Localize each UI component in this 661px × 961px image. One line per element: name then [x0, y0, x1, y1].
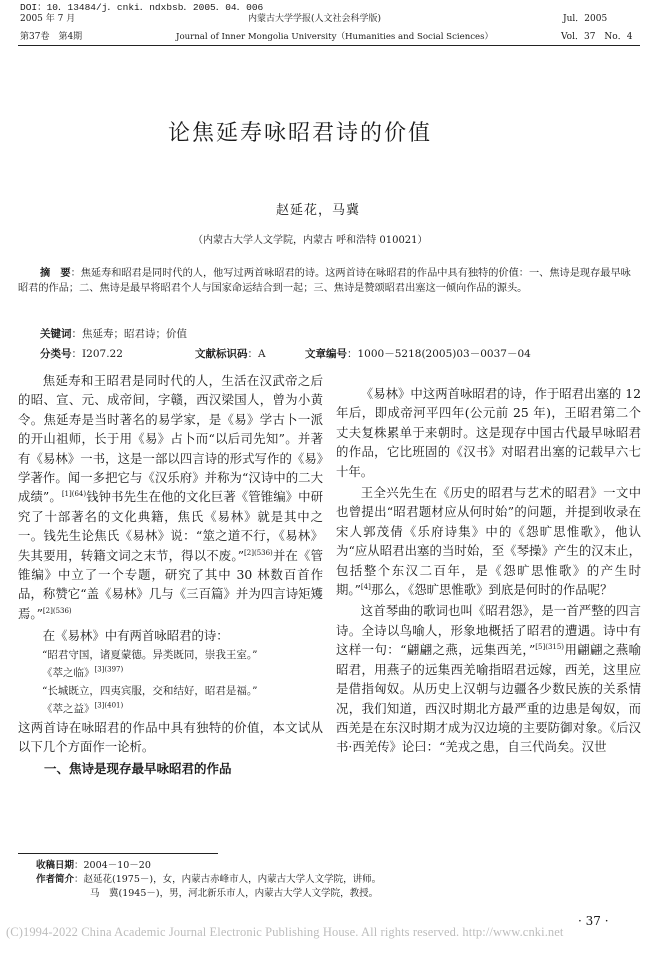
citation-ref: [1](64): [61, 490, 87, 499]
right-paragraph-3: 这首琴曲的歌词也叫《昭君怨》，是一首严整的四言诗。全诗以鸟喻人，形象地概括了昭君的遭遇。诗中有这样一句：“翩翩之燕，远集西羌，”$^{[5](315)}$用翩翩之燕喻昭君，用燕子的远集西羌喻指昭君远嫁，西羌，这里应是借指匈奴。从历史上汉朝与边疆各少数民族的关系情况，我们知道，西汉时期北方最严重的边患是匈奴，而西羌是在东汉时期才成为汉边境的主要防御对象。《后汉书·西羌传》论曰：“羌戎之患，自三代尚矣。汉世: [336, 603, 642, 755]
issue-date: 2005 年 7 月: [20, 14, 76, 24]
art-label: 文章编号: [305, 348, 347, 360]
citation-ref: [3](397): [94, 665, 124, 674]
bio-line-1: ：赵延花(1975－)，女，内蒙古赤峰市人，内蒙古大学人文学院，讲师。: [74, 874, 382, 885]
journal-name-en: Journal of Inner Mongolia University（Humanities and Social Sciences）: [176, 32, 494, 42]
doc-code: [195, 346, 266, 361]
keywords-label: 关键词: [40, 328, 72, 340]
quote-1-source: 《萃之临》: [42, 666, 95, 679]
class-number: [40, 346, 123, 361]
citation-ref: [3](401): [94, 701, 124, 710]
volume-en: Vol．37 No．4: [561, 32, 633, 42]
month-en: Jul．2005: [563, 14, 608, 24]
article-title: 论焦延寿咏昭君诗的价值: [168, 121, 433, 146]
right-paragraph-2: 王全兴先生在《历史的昭君与艺术的昭君》一文中也曾提出“昭君题材应从何时始”的问题，并提到收录在宋人郭茂倩《乐府诗集》中的《怨旷思惟歌》，他认为“应从昭君出塞的当时始，至《琴操》产生的汉末止，包括整个东汉二百年，是《怨旷思惟歌》的产生时期。”[4]那么，《怨旷思惟歌》到底是何时的作品呢？: [336, 485, 641, 598]
left-paragraph-2: 在《易林》中有两首咏昭君的诗：: [42, 628, 229, 644]
left-paragraph-1: 焦延寿和王昭君是同时代的人，生活在汉武帝之后的昭、宣、元、成帝间，字赣，西汉梁国人，曾为小黄令。焦延寿是当时著名的易学家，是《易》学古卜一派的开山祖师，长于用《易》占卜而“以后司先知”。并著有《易林》一书，这是一部以四言诗的形式写作的《易》学著作。闻一多把它与《汉乐府》并称为“汉诗中的二大成绩”。$^{[1](64)}$钱钟书先生在他的文化巨著《管锥编》中研究了十部著名的文化典籍，焦氏《易林》就是其中之一。钱先生论焦氏《易林》说：“筮之道不行，《易林》失其要用，转籍文词之末节，得以不废。”$^{[2](536)}$并在《管锥编》中立了一个专题，研究了其中 30 林数百首作品，称赞它“盖《易林》几与《三百篇》并为四言诗矩矱焉。”$^{[2](536)}$: [18, 373, 324, 621]
doc-label: 文献标识码: [195, 348, 248, 360]
footnote-rule: [18, 853, 218, 854]
keywords: [40, 326, 187, 341]
volume-cn: 第37卷 第4期: [20, 32, 83, 42]
copyright-watermark: (C)1994-2022 China Academic Journal Electronic Publishing House. All rights reserved. http://www.cnki.net: [6, 925, 564, 939]
citation-ref: [4]: [360, 582, 371, 591]
header-rule: [18, 45, 640, 46]
abstract-label: 摘 要: [40, 267, 71, 279]
received-date: [36, 859, 151, 873]
bio-line-2: 马 冀(1945－)，男，河北新乐市人，内蒙古大学人文学院，教授。: [90, 888, 379, 899]
doc-value: ：A: [247, 348, 266, 360]
doi-line: DOI：10．13484/j．cnki．ndxbsb．2005．04．006: [20, 2, 264, 13]
received-value: ：2004－10－20: [74, 860, 151, 871]
citation-ref: [2](536): [244, 548, 273, 557]
journal-name-cn: 内蒙古大学学报(人文社会科学版): [248, 14, 382, 24]
right-column: [336, 384, 641, 757]
quote-2: [18, 682, 323, 718]
author-affiliation: （内蒙古大学人文学院，内蒙古 呼和浩特 010021）: [193, 235, 428, 246]
left-paragraph-3: 这两首诗在咏昭君的作品中具有独特的价值，本文试从以下几个方面作一论析。: [18, 719, 323, 755]
section-heading-1: 一、焦诗是现存最早咏昭君的作品: [44, 760, 232, 776]
article-number: [305, 346, 531, 361]
citation-ref: [2](536): [42, 606, 72, 615]
abstract-text: ：焦延寿和昭君是同时代的人，他写过两首咏昭君的诗。这两首诗在咏昭君的作品中具有独特的价值：一、焦诗是现存最早咏昭君的作品；二、焦诗是最早将昭君个人与国家命运结合到一起；三、焦诗是赞颂昭君出塞这一倾向作品的源头。: [18, 268, 631, 294]
abstract: [18, 266, 641, 296]
citation-ref: [5](315): [535, 643, 565, 652]
class-label: 分类号: [40, 348, 72, 360]
quote-1: [18, 646, 323, 682]
left-column: [18, 371, 323, 778]
author-bio: [36, 873, 381, 887]
class-value: ：I207.22: [71, 348, 123, 360]
quote-1-text: “昭君守国，诸夏蒙德。异类既同，崇我王室。”: [42, 648, 258, 661]
right-paragraph-1: 《易林》中这两首咏昭君的诗，作于昭君出塞的 12 年后，即成帝河平四年(公元前 25 年)，王昭君第二个丈夫复株累单于来朝时。这是现存中国古代最早咏昭君的作品，它比班固的《汉书》对昭君出塞的记载早六七十年。: [336, 386, 641, 479]
bio-label: 作者简介: [36, 874, 75, 885]
article-authors: 赵延花，马冀: [276, 203, 361, 218]
art-value: ：1000－5218(2005)03－0037－04: [347, 348, 531, 360]
received-label: 收稿日期: [36, 860, 75, 871]
keywords-text: ：焦延寿；昭君诗；价值: [71, 328, 187, 340]
page-number: · 37 ·: [578, 914, 609, 928]
quote-2-text: “长城既立，四夷宾服，交和结好，昭君是福。”: [42, 684, 258, 697]
quote-2-source: 《萃之益》: [42, 702, 95, 715]
